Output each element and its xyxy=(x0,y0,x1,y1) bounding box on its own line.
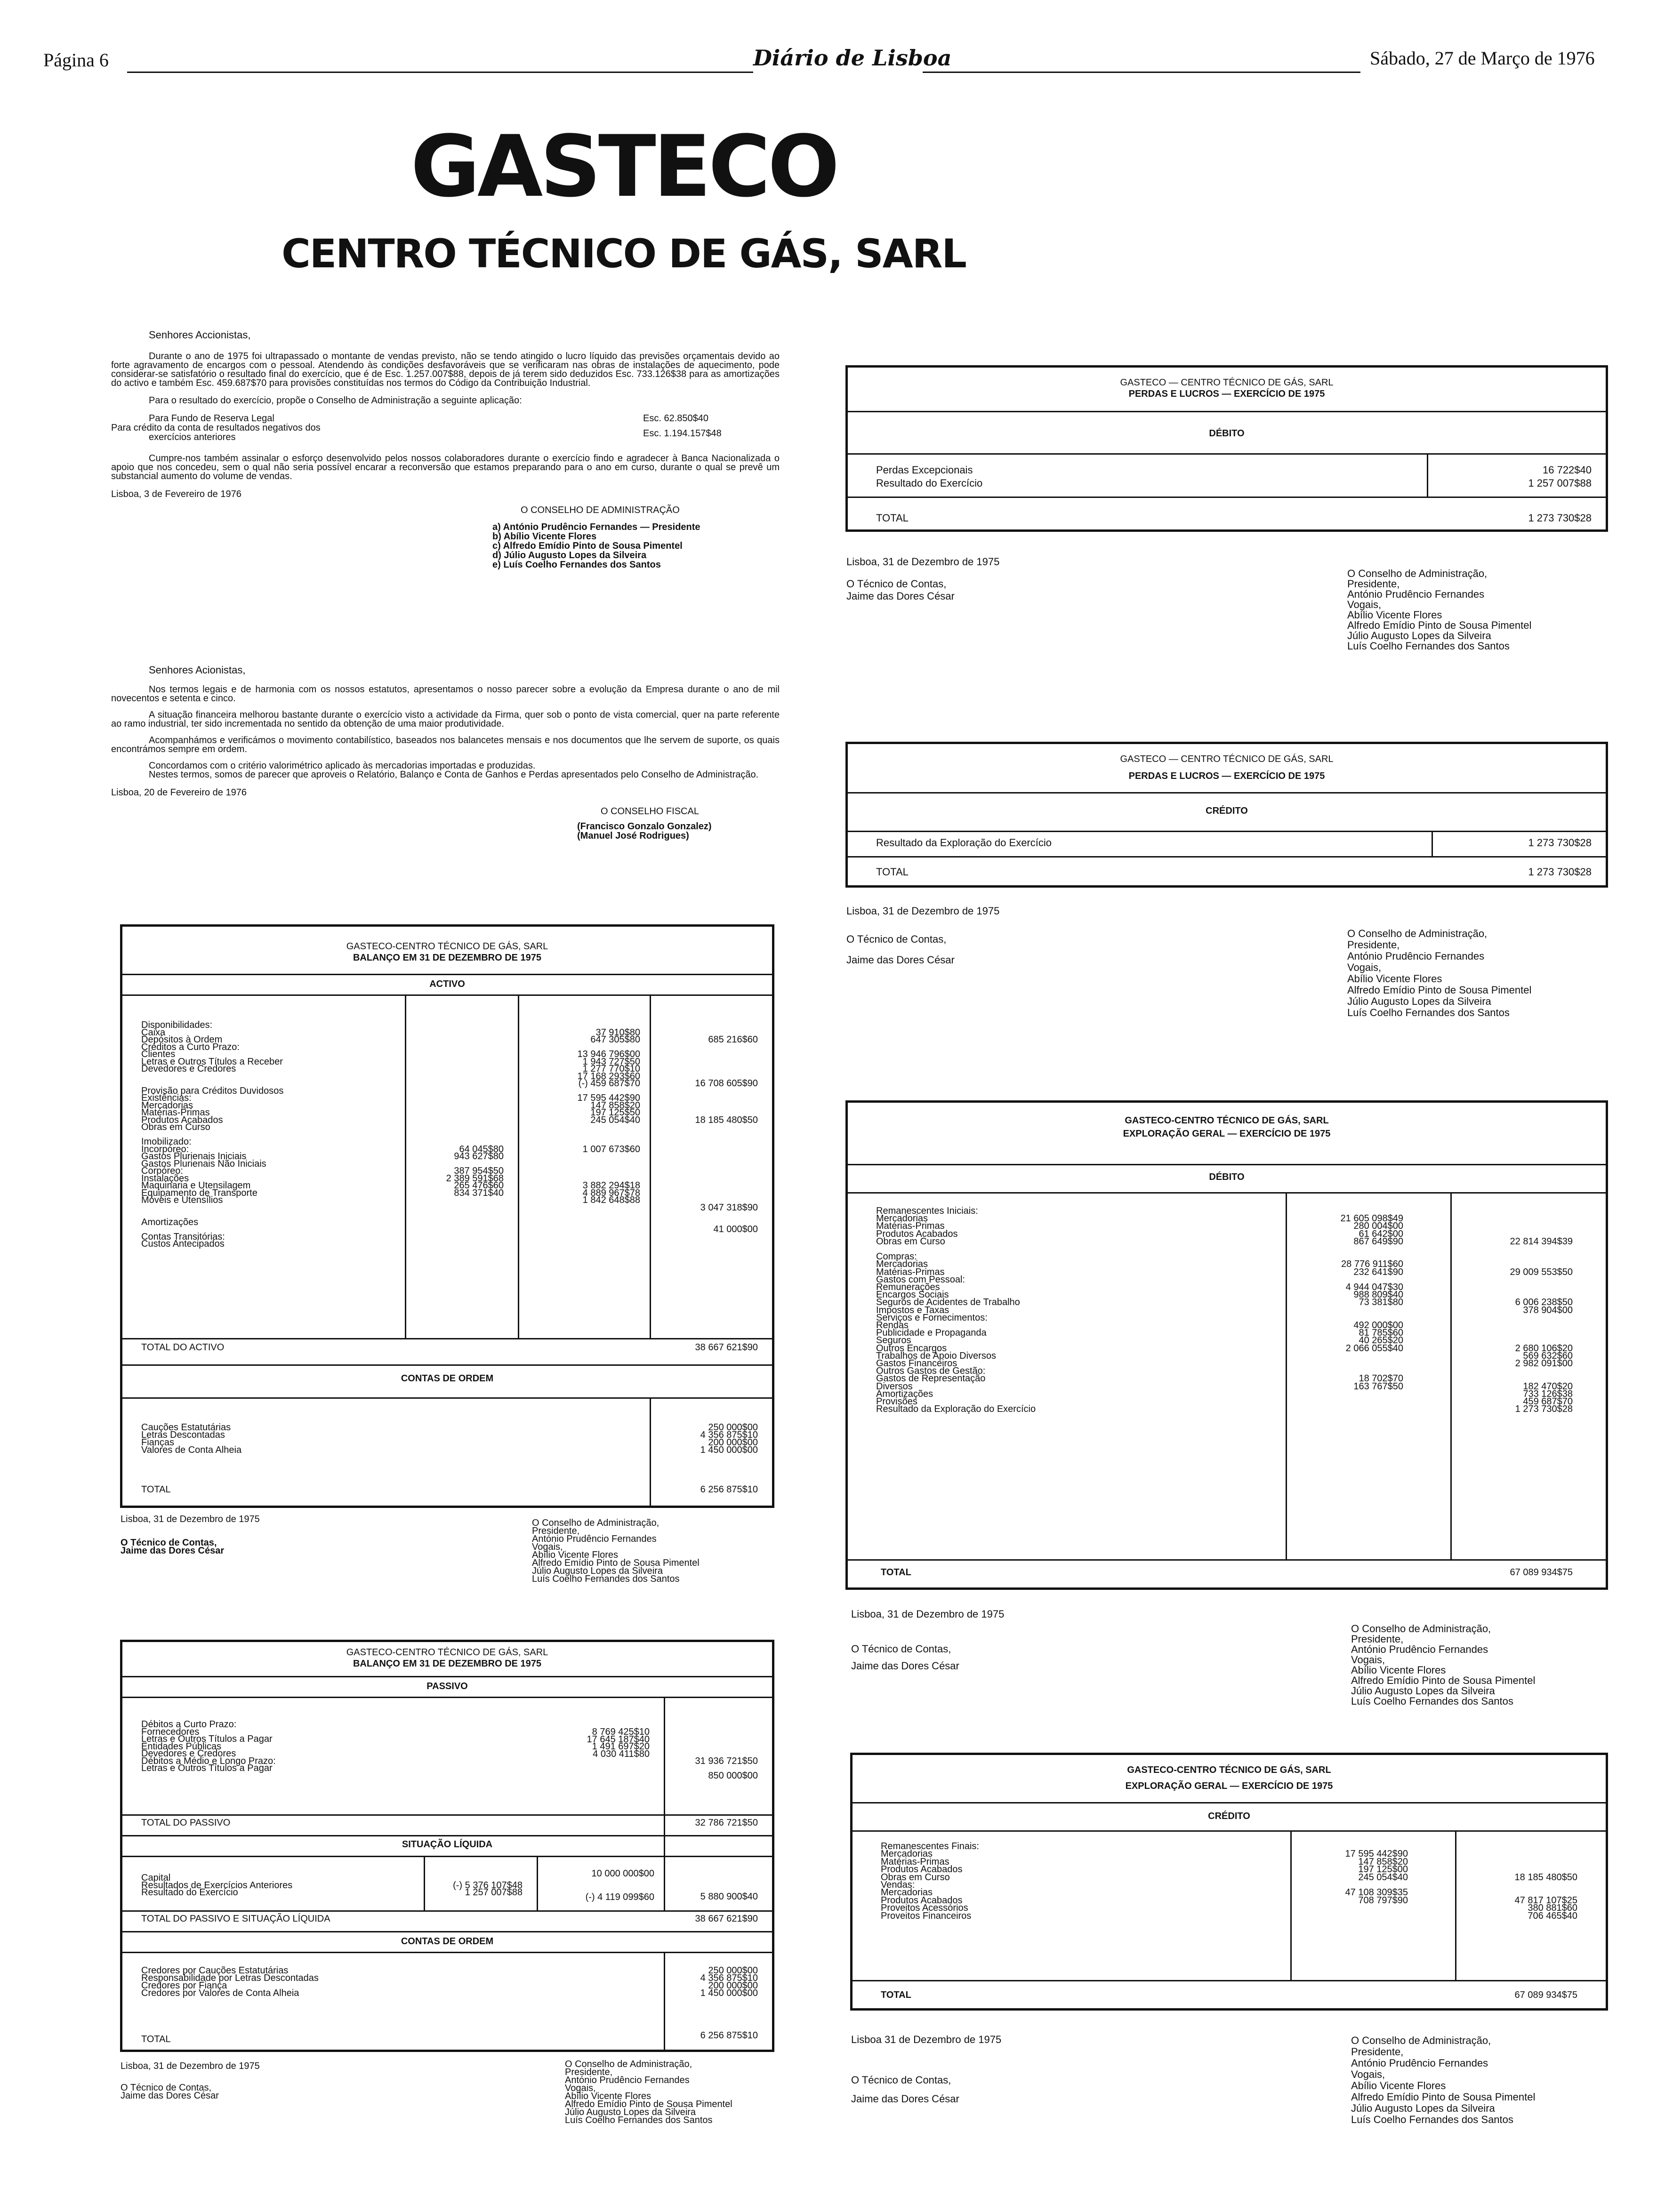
allocation-2-value: Esc. 1.194.157$48 xyxy=(643,428,722,439)
asset-column-3: 685 216$60 16 708 605$90 18 185 480$50 3 047 318$90 41 000$00 xyxy=(695,1034,758,1234)
memorandum-labels: Cauções Estatutárias Letras Descontadas Fianças Valores de Conta Alheia xyxy=(141,1422,242,1455)
statement-date: Lisboa 31 de Dezembro de 1975 xyxy=(851,2034,1002,2045)
profit-loss-credit xyxy=(845,742,1608,888)
fiscal-member: (Francisco Gonzalo Gonzalez) xyxy=(577,821,712,832)
board-signature-block: O Conselho de Administração, Presidente, António Prudêncio Fernandes Vogais, Abílio Vicente Flores Alfredo Emídio Pinto de Sousa Pimentel Júlio Augusto Lopes da Silveira Luís Coelho Fernandes dos Santos xyxy=(1351,2035,1536,2125)
allocation-2-label-a: Para crédito da conta de resultados negativos dos xyxy=(111,423,321,433)
accountant-signature: O Técnico de Contas, Jaime das Dores César xyxy=(121,2083,219,2101)
total-label: TOTAL xyxy=(876,866,909,878)
fiscal-salutation: Senhores Acionistas, xyxy=(149,664,246,676)
profit-loss-debit xyxy=(845,365,1608,532)
liability-column-2: 8 769 425$10 17 645 187$40 1 491 697$20 4 030 411$80 xyxy=(587,1727,650,1759)
board-signature-block: O Conselho de Administração, Presidente, António Prudêncio Fernandes Vogais, Abílio Vicente Flores Alfredo Emídio Pinto de Sousa Pimentel Júlio Augusto Lopes da Silveira Luís Coelho Fernandes dos Santos xyxy=(1347,928,1532,1018)
table-heading: BALANÇO EM 31 DE DEZEMBRO DE 1975 xyxy=(353,1659,542,1669)
table-heading: EXPLORAÇÃO GERAL — EXERCÍCIO DE 1975 xyxy=(1125,1781,1333,1791)
table-heading: GASTECO-CENTRO TÉCNICO DE GÁS, SARL xyxy=(346,1647,548,1658)
fiscal-member: (Manuel José Rodrigues) xyxy=(577,831,689,841)
liability-column-3: 31 936 721$50 850 000$00 xyxy=(695,1756,758,1781)
equity-labels: Capital Resultados de Exercícios Anteriores Resultado do Exercício xyxy=(141,1873,293,1898)
operating-account-credit xyxy=(850,1753,1608,2011)
total-value: 32 786 721$50 xyxy=(695,1818,758,1828)
board-signature-block: O Conselho de Administração, Presidente, António Prudêncio Fernandes Vogais, Abílio Vicente Flores Alfredo Emídio Pinto de Sousa Pimentel Júlio Augusto Lopes da Silveira Luís Coelho Fernandes dos Santos xyxy=(1351,1623,1536,1707)
section-title: SITUAÇÃO LÍQUIDA xyxy=(402,1839,493,1850)
fiscal-paragraph-4: Concordamos com o critério valorimétrico aplicado às mercadorias importadas e produzidas. xyxy=(149,761,536,771)
company-subtitle: CENTRO TÉCNICO DE GÁS, SARL xyxy=(282,231,966,277)
table-heading: GASTECO — CENTRO TÉCNICO DE GÁS, SARL xyxy=(1120,754,1334,764)
statement-date: Lisboa, 31 de Dezembro de 1975 xyxy=(121,2061,260,2071)
total-value: 67 089 934$75 xyxy=(1514,1990,1577,2000)
statement-date: Lisboa, 31 de Dezembro de 1975 xyxy=(121,1514,260,1524)
section-title: PASSIVO xyxy=(426,1681,468,1691)
pl-credit-values: 1 273 730$28 xyxy=(1528,837,1592,849)
total-value: 67 089 934$75 xyxy=(1510,1567,1573,1578)
total-label: TOTAL xyxy=(141,1484,171,1495)
table-heading: BALANÇO EM 31 DE DEZEMBRO DE 1975 xyxy=(353,953,542,963)
operating-debit-column-1: 21 605 098$49 280 004$00 61 642$00 867 649$90 28 776 911$60 232 641$90 4 944 047$30 988 809$40 73 381$80 492 000$00 81 785$60 40 265$20 2 066 055$40 18 702$70 163 767$50 xyxy=(1340,1213,1403,1392)
statement-date: Lisboa, 31 de Dezembro de 1975 xyxy=(846,905,1000,917)
statement-date: Lisboa, 31 de Dezembro de 1975 xyxy=(851,1608,1005,1620)
signature: b) Abílio Vicente Flores xyxy=(492,531,597,542)
page-number: Página 6 xyxy=(43,49,109,71)
section-title: DÉBITO xyxy=(1209,1172,1245,1182)
table-heading: PERDAS E LUCROS — EXERCÍCIO DE 1975 xyxy=(1128,771,1325,781)
board-title: O CONSELHO DE ADMINISTRAÇÃO xyxy=(521,505,680,515)
operating-debit-labels: Remanescentes Iniciais: Mercadorias Matérias-Primas Produtos Acabados Obras em Curso Compras: Mercadorias Matérias-Primas Gastos com Pessoal: Remunerações Encargos Sociais Seguros de Acidentes de Trabalho Impostos e Taxas Serviços e Fornecimentos: Rendas Publicidade e Propaganda Seguros Outros Encargos Trabalhos de Apoio Diversos Gastos Financeiros Outros Gastos de Gestão: Gastos de Representação Diversos Amortizações Provisões Resultado da Exploração do Exercício xyxy=(876,1206,1036,1415)
table-heading: GASTECO-CENTRO TÉCNICO DE GÁS, SARL xyxy=(346,941,548,952)
memorandum-values: 250 000$00 4 356 875$10 200 000$00 1 450 000$00 xyxy=(700,1422,758,1455)
asset-column-1: 64 045$80 943 627$80 387 954$50 2 389 591$68 265 476$60 834 371$40 xyxy=(446,1144,504,1198)
total-value: 38 667 621$90 xyxy=(695,1342,758,1353)
section-title: CRÉDITO xyxy=(1206,806,1248,816)
accountant-signature: O Técnico de Contas, Jaime das Dores César xyxy=(851,2074,959,2105)
table-heading: GASTECO-CENTRO TÉCNICO DE GÁS, SARL xyxy=(1125,1115,1329,1126)
board-signature-block: O Conselho de Administração, Presidente, António Prudêncio Fernandes Vogais, Abílio Vicente Flores Alfredo Emídio Pinto de Sousa Pimentel Júlio Augusto Lopes da Silveira Luís Coelho Fernandes dos Santos xyxy=(1347,568,1532,652)
fiscal-date: Lisboa, 20 de Fevereiro de 1976 xyxy=(111,787,247,798)
total-label: TOTAL xyxy=(141,2034,171,2044)
board-report xyxy=(111,329,780,569)
allocation-1-label: Para Fundo de Reserva Legal xyxy=(149,413,274,424)
equity-column-3: 5 880 900$40 xyxy=(700,1891,758,1902)
equity-column-1: (-) 5 376 107$48 1 257 007$88 xyxy=(453,1880,523,1898)
signature: a) António Prudêncio Fernandes — Presidente xyxy=(492,522,700,532)
total-label: TOTAL xyxy=(881,1990,911,2000)
section-title: CONTAS DE ORDEM xyxy=(401,1373,494,1384)
pl-credit-labels: Resultado da Exploração do Exercício xyxy=(876,837,1052,849)
equity-column-2: 10 000 000$00 (-) 4 119 099$60 xyxy=(585,1868,654,1902)
balance-sheet-liabilities xyxy=(120,1640,774,2052)
total-value: 38 667 621$90 xyxy=(695,1914,758,1924)
company-title: GASTECO xyxy=(410,118,837,216)
accountant-signature: O Técnico de Contas, Jaime das Dores César xyxy=(846,933,955,966)
board-signatures xyxy=(492,522,780,569)
liability-labels: Débitos a Curto Prazo: Fornecedores Letras e Outros Títulos a Pagar Entidades Públicas Devedores e Credores Débitos a Médio e Longo Prazo: Letras e Outros Títulos a Pagar xyxy=(141,1719,276,1773)
signature: d) Júlio Augusto Lopes da Silveira xyxy=(492,550,647,561)
operating-credit-labels: Remanescentes Finais: Mercadorias Matérias-Primas Produtos Acabados Obras em Curso Vendas: Mercadorias Produtos Acabados Proveitos Acessórios Proveitos Financeiros xyxy=(881,1841,979,1921)
operating-account-debit xyxy=(845,1100,1608,1590)
fiscal-paragraph-1: Nos termos legais e de harmonia com os nossos estatutos, apresentamos o nosso parecer sobre a evolução da Empresa durante o ano de mil novecentos e setenta e cinco. xyxy=(111,684,780,704)
section-title: CONTAS DE ORDEM xyxy=(401,1936,494,1947)
section-title: CRÉDITO xyxy=(1208,1811,1250,1821)
total-value: 1 273 730$28 xyxy=(1528,512,1592,524)
memorandum-labels: Credores por Cauções Estatutárias Responsabilidade por Letras Descontadas Credores por Fiança Credores por Valores de Conta Alheia xyxy=(141,1965,319,1998)
fiscal-paragraph-5: Nestes termos, somos de parecer que aproveis o Relatório, Balanço e Conta de Ganhos e Perdas apresentados pelo Conselho de Administração. xyxy=(149,769,759,780)
table-heading: PERDAS E LUCROS — EXERCÍCIO DE 1975 xyxy=(1128,389,1325,399)
total-value: 6 256 875$10 xyxy=(700,2030,758,2041)
table-heading: EXPLORAÇÃO GERAL — EXERCÍCIO DE 1975 xyxy=(1123,1129,1331,1139)
report-paragraph-2: Para o resultado do exercício, propõe o Conselho de Administração a seguinte aplicação: xyxy=(149,395,522,406)
balance-sheet-assets xyxy=(120,924,774,1508)
accountant-signature: O Técnico de Contas, Jaime das Dores César xyxy=(846,578,955,602)
total-label: TOTAL DO PASSIVO E SITUAÇÃO LÍQUIDA xyxy=(141,1914,330,1924)
signature: c) Alfredo Emídio Pinto de Sousa Pimentel xyxy=(492,541,683,551)
total-value: 6 256 875$10 xyxy=(700,1484,758,1495)
allocation-1-value: Esc. 62.850$40 xyxy=(643,413,708,424)
masthead-rule-right xyxy=(923,72,1360,73)
report-salutation: Senhores Accionistas, xyxy=(149,329,251,341)
fiscal-paragraph-2: A situação financeira melhorou bastante durante o exercício visto a actividade da Firma, quer sob o ponto de vista comercial, quer na parte referente ao ramo industrial, ter sido incrementada no sentido da obtenção de uma maior produtividade. xyxy=(111,710,780,729)
table-heading: GASTECO — CENTRO TÉCNICO DE GÁS, SARL xyxy=(1120,377,1334,388)
fiscal-paragraph-3: Acompanhámos e verificámos o movimento contabilístico, baseados nos balancetes mensais e nos documentos que lhe servem de suporte, os quais encontrámos sempre em ordem. xyxy=(111,735,780,754)
operating-credit-column-2: 18 185 480$50 47 817 107$25 380 881$60 706 465$40 xyxy=(1514,1872,1577,1921)
board-signature-block: O Conselho de Administração, Presidente, António Prudêncio Fernandes Vogais, Abílio Vicente Flores Alfredo Emídio Pinto de Sousa Pimentel Júlio Augusto Lopes da Silveira Luís Coelho Fernandes dos Santos xyxy=(565,2059,732,2125)
allocation-2-label-b: exercícios anteriores xyxy=(149,432,236,442)
report-paragraph-3: Cumpre-nos também assinalar o esforço desenvolvido pelos nossos colaboradores durante o exercício findo e agradecer à Banca Nacionalizada o apoio que nos concedeu, sem o qual não seria possível encarar a reconversão que estamos preparando para o ano em curso, durante o qual se prevê um substancial aumento do volume de vendas. xyxy=(111,453,780,481)
fiscal-report xyxy=(111,665,780,841)
statement-date: Lisboa, 31 de Dezembro de 1975 xyxy=(846,556,1000,568)
fiscal-council-title: O CONSELHO FISCAL xyxy=(601,806,699,817)
allocation-block xyxy=(111,414,780,447)
asset-column-2: 37 910$80 647 305$80 13 946 796$00 1 943 727$50 1 277 770$10 17 168 293$60 (-) 459 687$70 17 595 442$90 147 858$20 197 125$50 245 054$40 1 007 673$60 3 882 294$18 4 889 967$78 1 842 648$88 xyxy=(577,1027,640,1205)
memorandum-values: 250 000$00 4 356 875$10 200 000$00 1 450 000$00 xyxy=(700,1965,758,1998)
section-title: DÉBITO xyxy=(1209,428,1245,439)
report-date: Lisboa, 3 de Fevereiro de 1976 xyxy=(111,489,241,499)
asset-labels: Disponibilidades: Caixa Depósitos à Ordem Créditos a Curto Prazo: Clientes Letras e Outros Títulos a Receber Devedores e Credores Provisão para Créditos Duvidosos Existências: Mercadorias Matérias-Primas Produtos Acabados Obras em Curso Imobilizado: Incorpóreo: Gastos Plurienais Iniciais Gastos Plurienais Não Iniciais Corpóreo: Instalações Maquinaria e Utensilagem Equipamento de Transporte Móveis e Utensílios Amortizações Contas Transitórias: Custos Antecipados xyxy=(141,1020,284,1249)
accountant-signature: O Técnico de Contas, Jaime das Dores César xyxy=(121,1538,225,1556)
signature: e) Luís Coelho Fernandes dos Santos xyxy=(492,560,661,570)
section-title: ACTIVO xyxy=(429,979,465,989)
board-signature-block: O Conselho de Administração, Presidente, António Prudêncio Fernandes Vogais, Abílio Vicente Flores Alfredo Emídio Pinto de Sousa Pimentel Júlio Augusto Lopes da Silveira Luís Coelho Fernandes dos Santos xyxy=(532,1518,700,1584)
newspaper-name: Diário de Lisboa xyxy=(753,45,952,71)
total-value: 1 273 730$28 xyxy=(1528,866,1592,878)
masthead-rule-left xyxy=(127,72,753,73)
total-label: TOTAL DO ACTIVO xyxy=(141,1342,225,1353)
total-label: TOTAL xyxy=(876,512,909,524)
table-heading: GASTECO-CENTRO TÉCNICO DE GÁS, SARL xyxy=(1127,1765,1331,1775)
operating-credit-column-1: 17 595 442$90 147 858$20 197 125$00 245 054$40 47 108 309$35 708 797$90 xyxy=(1345,1849,1408,1906)
issue-date: Sábado, 27 de Março de 1976 xyxy=(1370,48,1595,69)
pl-debit-labels: Perdas Excepcionais Resultado do Exercício xyxy=(876,464,983,489)
pl-debit-values: 16 722$40 1 257 007$88 xyxy=(1528,464,1592,489)
total-label: TOTAL DO PASSIVO xyxy=(141,1818,231,1828)
total-label: TOTAL xyxy=(881,1567,911,1578)
report-paragraph-1: Durante o ano de 1975 foi ultrapassado o montante de vendas previsto, não se tendo atingido o lucro líquido das previsões orçamentais devido ao forte agravamento de encargos com o pessoal. Atendendo às condições desfavoráveis que se verificaram nas obras de instalações de aquecimento, pode considerar-se satisfatório o resultado final do exercício, que é de Esc. 1.257.007$88, depois de já terem sido deduzidos Esc. 733.126$38 para as amortizações do activo e também Esc. 459.687$70 para provisões constituídas nos termos do Código da Contribuição Industrial. xyxy=(111,351,780,388)
accountant-signature: O Técnico de Contas, Jaime das Dores César xyxy=(851,1643,959,1672)
operating-debit-column-2: 22 814 394$39 29 009 553$50 6 006 238$50 378 904$00 2 680 106$20 569 632$60 2 982 091$00 182 470$20 733 126$38 459 687$70 1 273 730$28 xyxy=(1510,1236,1573,1415)
